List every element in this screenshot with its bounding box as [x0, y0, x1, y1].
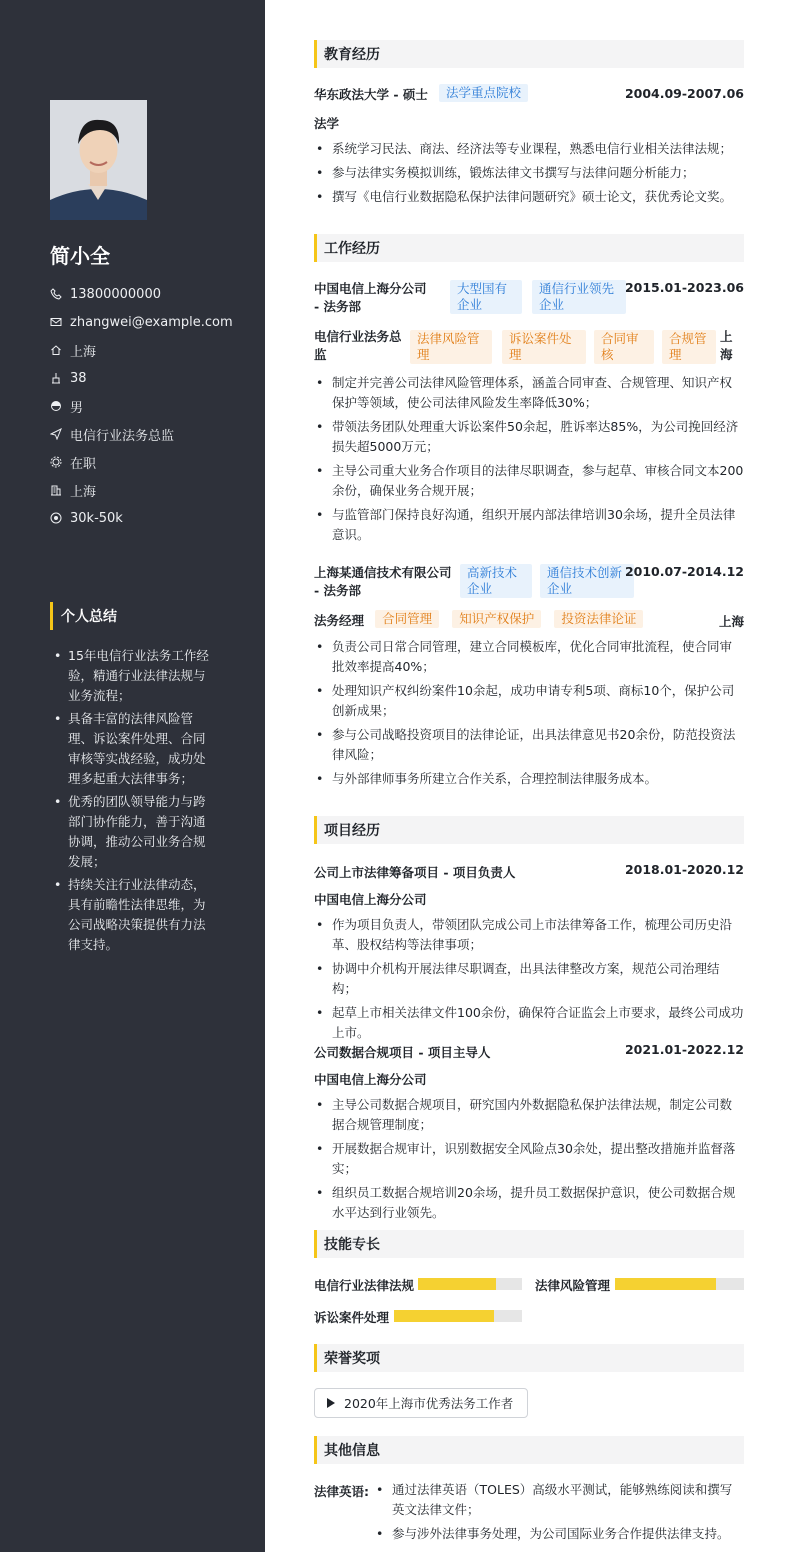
skill-bar: [394, 1310, 522, 1322]
skill-tag: 合同审核: [594, 330, 654, 364]
skill-tag: 合同管理: [375, 610, 439, 628]
education-header: [314, 84, 744, 104]
salary-value: 30k-50k: [70, 510, 123, 526]
project-header: [314, 1042, 744, 1062]
job-tag: 大型国有企业: [450, 280, 522, 314]
other-list: [374, 1480, 744, 1548]
skill-tag: 投资法律论证: [554, 610, 643, 628]
skill-tag: 诉讼案件处理: [502, 330, 586, 364]
job-tag: 高新技术企业: [460, 564, 532, 598]
job-duty: • 制定并完善公司法律风险管理体系，涵盖合同审查、合规管理、知识产权保护等领域，使公司法律风险发生率降低30%；: [314, 373, 744, 413]
skill-tag: 法律风险管理: [410, 330, 492, 364]
job-duty: • 与监管部门保持良好沟通，组织开展内部法律培训30余场，提升全员法律意识。: [314, 505, 744, 545]
gender-icon: [50, 400, 62, 412]
award-item[interactable]: [314, 1388, 528, 1418]
projects-heading: 项目经历: [314, 816, 744, 844]
info-email: [50, 308, 233, 336]
skills-heading: 技能专长: [314, 1230, 744, 1258]
skill-bar: [418, 1278, 522, 1290]
skill-bar-fill: [394, 1310, 494, 1322]
job-header: [314, 564, 744, 600]
info-gender: [50, 392, 233, 420]
info-city: [50, 476, 233, 504]
project-date: 2018.01-2020.12: [624, 862, 744, 877]
project-duties: [314, 1095, 744, 1227]
email-value: zhangwei@example.com: [70, 314, 233, 330]
job-duties: [314, 373, 744, 549]
age-icon: [50, 372, 62, 384]
job-duty: • 带领法务团队处理重大诉讼案件50余起，胜诉率达85%，为公司挽回经济损失超5000万元；: [314, 417, 744, 457]
project-org: 中国电信上海分公司: [314, 892, 427, 907]
skill-name: 电信行业法律法规: [314, 1278, 415, 1293]
salary-icon: [50, 512, 62, 524]
education-item: • 参与法律实务模拟训练，锻炼法律文书撰写与法律问题分析能力；: [314, 163, 744, 183]
project-name: 公司数据合规项目 - 项目主导人: [314, 1045, 491, 1060]
skill-bar-fill: [418, 1278, 496, 1290]
education-date: 2004.09-2007.06: [624, 86, 744, 101]
skill-name: 诉讼案件处理: [314, 1310, 390, 1325]
education-major: 法学: [314, 116, 340, 131]
info-position: [50, 420, 233, 448]
job-duties: [314, 637, 744, 793]
phone-value: 13800000000: [70, 286, 161, 302]
award-label: 2020年上海市优秀法务工作者: [344, 1396, 514, 1411]
project-date: 2021.01-2022.12: [624, 1042, 744, 1057]
job-duty: • 与外部律师事务所建立合作关系，合理控制法律服务成本。: [314, 769, 744, 789]
awards-heading: 荣誉奖项: [314, 1344, 744, 1372]
job-role-row: [314, 610, 744, 630]
education-school: 华东政法大学 - 硕士: [314, 87, 428, 102]
project-duty: • 主导公司数据合规项目，研究国内外数据隐私保护法律法规，制定公司数据合规管理制度；: [314, 1095, 744, 1135]
candidate-name: 简小全: [50, 244, 110, 268]
project-duty: • 组织员工数据合规培训20余场，提升员工数据保护意识，使公司数据合规水平达到行业领先。: [314, 1183, 744, 1223]
skill-tag: 知识产权保护: [452, 610, 541, 628]
job-company: 上海某通信技术有限公司 - 法务部: [314, 565, 452, 598]
position-icon: [50, 428, 62, 440]
skill-name: 法律风险管理: [535, 1278, 611, 1293]
other-heading: 其他信息: [314, 1436, 744, 1464]
job-role-row: [314, 328, 744, 364]
other-item: • 参与涉外法律事务处理，为公司国际业务合作提供法律支持。: [374, 1524, 744, 1544]
summary-list: [50, 646, 215, 958]
job-role: 电信行业法务总监: [314, 329, 402, 362]
project-duty: • 开展数据合规审计，识别数据安全风险点30余处，提出整改措施并监督落实；: [314, 1139, 744, 1179]
project-name: 公司上市法律筹备项目 - 项目负责人: [314, 865, 516, 880]
other-item: • 通过法律英语（TOLES）高级水平测试，能够熟练阅读和撰写英文法律文件；: [374, 1480, 744, 1520]
skill-tag: 合规管理: [662, 330, 716, 364]
job-header: [314, 280, 744, 316]
status-value: 在职: [70, 456, 97, 472]
project-duty: • 起草上市相关法律文件100余份，确保符合证监会上市要求，最终公司成功上市。: [314, 1003, 744, 1043]
education-item: • 系统学习民法、商法、经济法等专业课程，熟悉电信行业相关法律法规；: [314, 139, 744, 159]
job-tag: 通信行业领先企业: [532, 280, 626, 314]
education-tag: 法学重点院校: [439, 84, 528, 102]
project-org: 中国电信上海分公司: [314, 1072, 427, 1087]
sidebar: [0, 0, 265, 1552]
education-list: [314, 139, 744, 211]
job-duty: • 负责公司日常合同管理，建立合同模板库，优化合同审批流程，使合同审批效率提高40%；: [314, 637, 744, 677]
project-duty: • 作为项目负责人，带领团队完成公司上市法律筹备工作，梳理公司历史沿革、股权结构等法律事项；: [314, 915, 744, 955]
project-duty: • 协调中介机构开展法律尽职调查，出具法律整改方案，规范公司治理结构；: [314, 959, 744, 999]
education-item: • 撰写《电信行业数据隐私保护法律问题研究》硕士论文，获优秀论文奖。: [314, 187, 744, 207]
phone-icon: [50, 288, 62, 300]
city-icon: [50, 484, 62, 496]
city-value: 上海: [70, 484, 97, 500]
other-label: 法律英语:: [314, 1484, 369, 1499]
skill-bar-fill: [615, 1278, 716, 1290]
education-heading: 教育经历: [314, 40, 744, 68]
status-icon: [50, 456, 62, 468]
job-duty: • 主导公司重大业务合作项目的法律尽职调查，参与起草、审核合同文本200余份，确保业务合规开展；: [314, 461, 744, 501]
summary-item: • 优秀的团队领导能力与跨部门协作能力，善于沟通协调，推动公司业务合规发展；: [50, 792, 215, 872]
project-duties: [314, 915, 744, 1047]
job-duty: • 处理知识产权纠纷案件10余起，成功申请专利5项、商标10个，保护公司创新成果；: [314, 681, 744, 721]
position-value: 电信行业法务总监: [70, 428, 175, 444]
job-tag: 通信技术创新企业: [540, 564, 634, 598]
info-location: [50, 336, 233, 364]
work-heading: 工作经历: [314, 234, 744, 262]
skill-bar: [615, 1278, 744, 1290]
job-city: 上海: [720, 329, 733, 362]
mail-icon: [50, 316, 62, 328]
location-value: 上海: [70, 344, 97, 360]
home-icon: [50, 344, 62, 356]
job-city: 上海: [718, 614, 744, 629]
gender-value: 男: [70, 400, 84, 416]
expand-triangle-icon[interactable]: [327, 1398, 335, 1408]
job-date: 2015.01-2023.06: [624, 280, 744, 295]
contact-info-list: [50, 280, 233, 532]
summary-item: • 具备丰富的法律风险管理、诉讼案件处理、合同审核等实战经验，成功处理多起重大法律事务；: [50, 709, 215, 789]
job-company: 中国电信上海分公司 - 法务部: [314, 281, 427, 314]
job-date: 2010.07-2014.12: [624, 564, 744, 579]
job-role: 法务经理: [314, 613, 365, 628]
info-salary: [50, 504, 233, 532]
info-status: [50, 448, 233, 476]
age-value: 38: [70, 370, 87, 386]
summary-item: • 持续关注行业法律动态，具有前瞻性法律思维，为公司战略决策提供有力法律支持。: [50, 875, 215, 955]
info-phone: [50, 280, 233, 308]
job-duty: • 参与公司战略投资项目的法律论证，出具法律意见书20余份，防范投资法律风险；: [314, 725, 744, 765]
summary-item: • 15年电信行业法务工作经验，精通行业法律法规与业务流程；: [50, 646, 215, 706]
summary-heading: 个人总结: [50, 602, 117, 630]
avatar-photo: [50, 100, 147, 220]
avatar: [50, 100, 147, 220]
info-age: [50, 364, 233, 392]
project-header: [314, 862, 744, 882]
